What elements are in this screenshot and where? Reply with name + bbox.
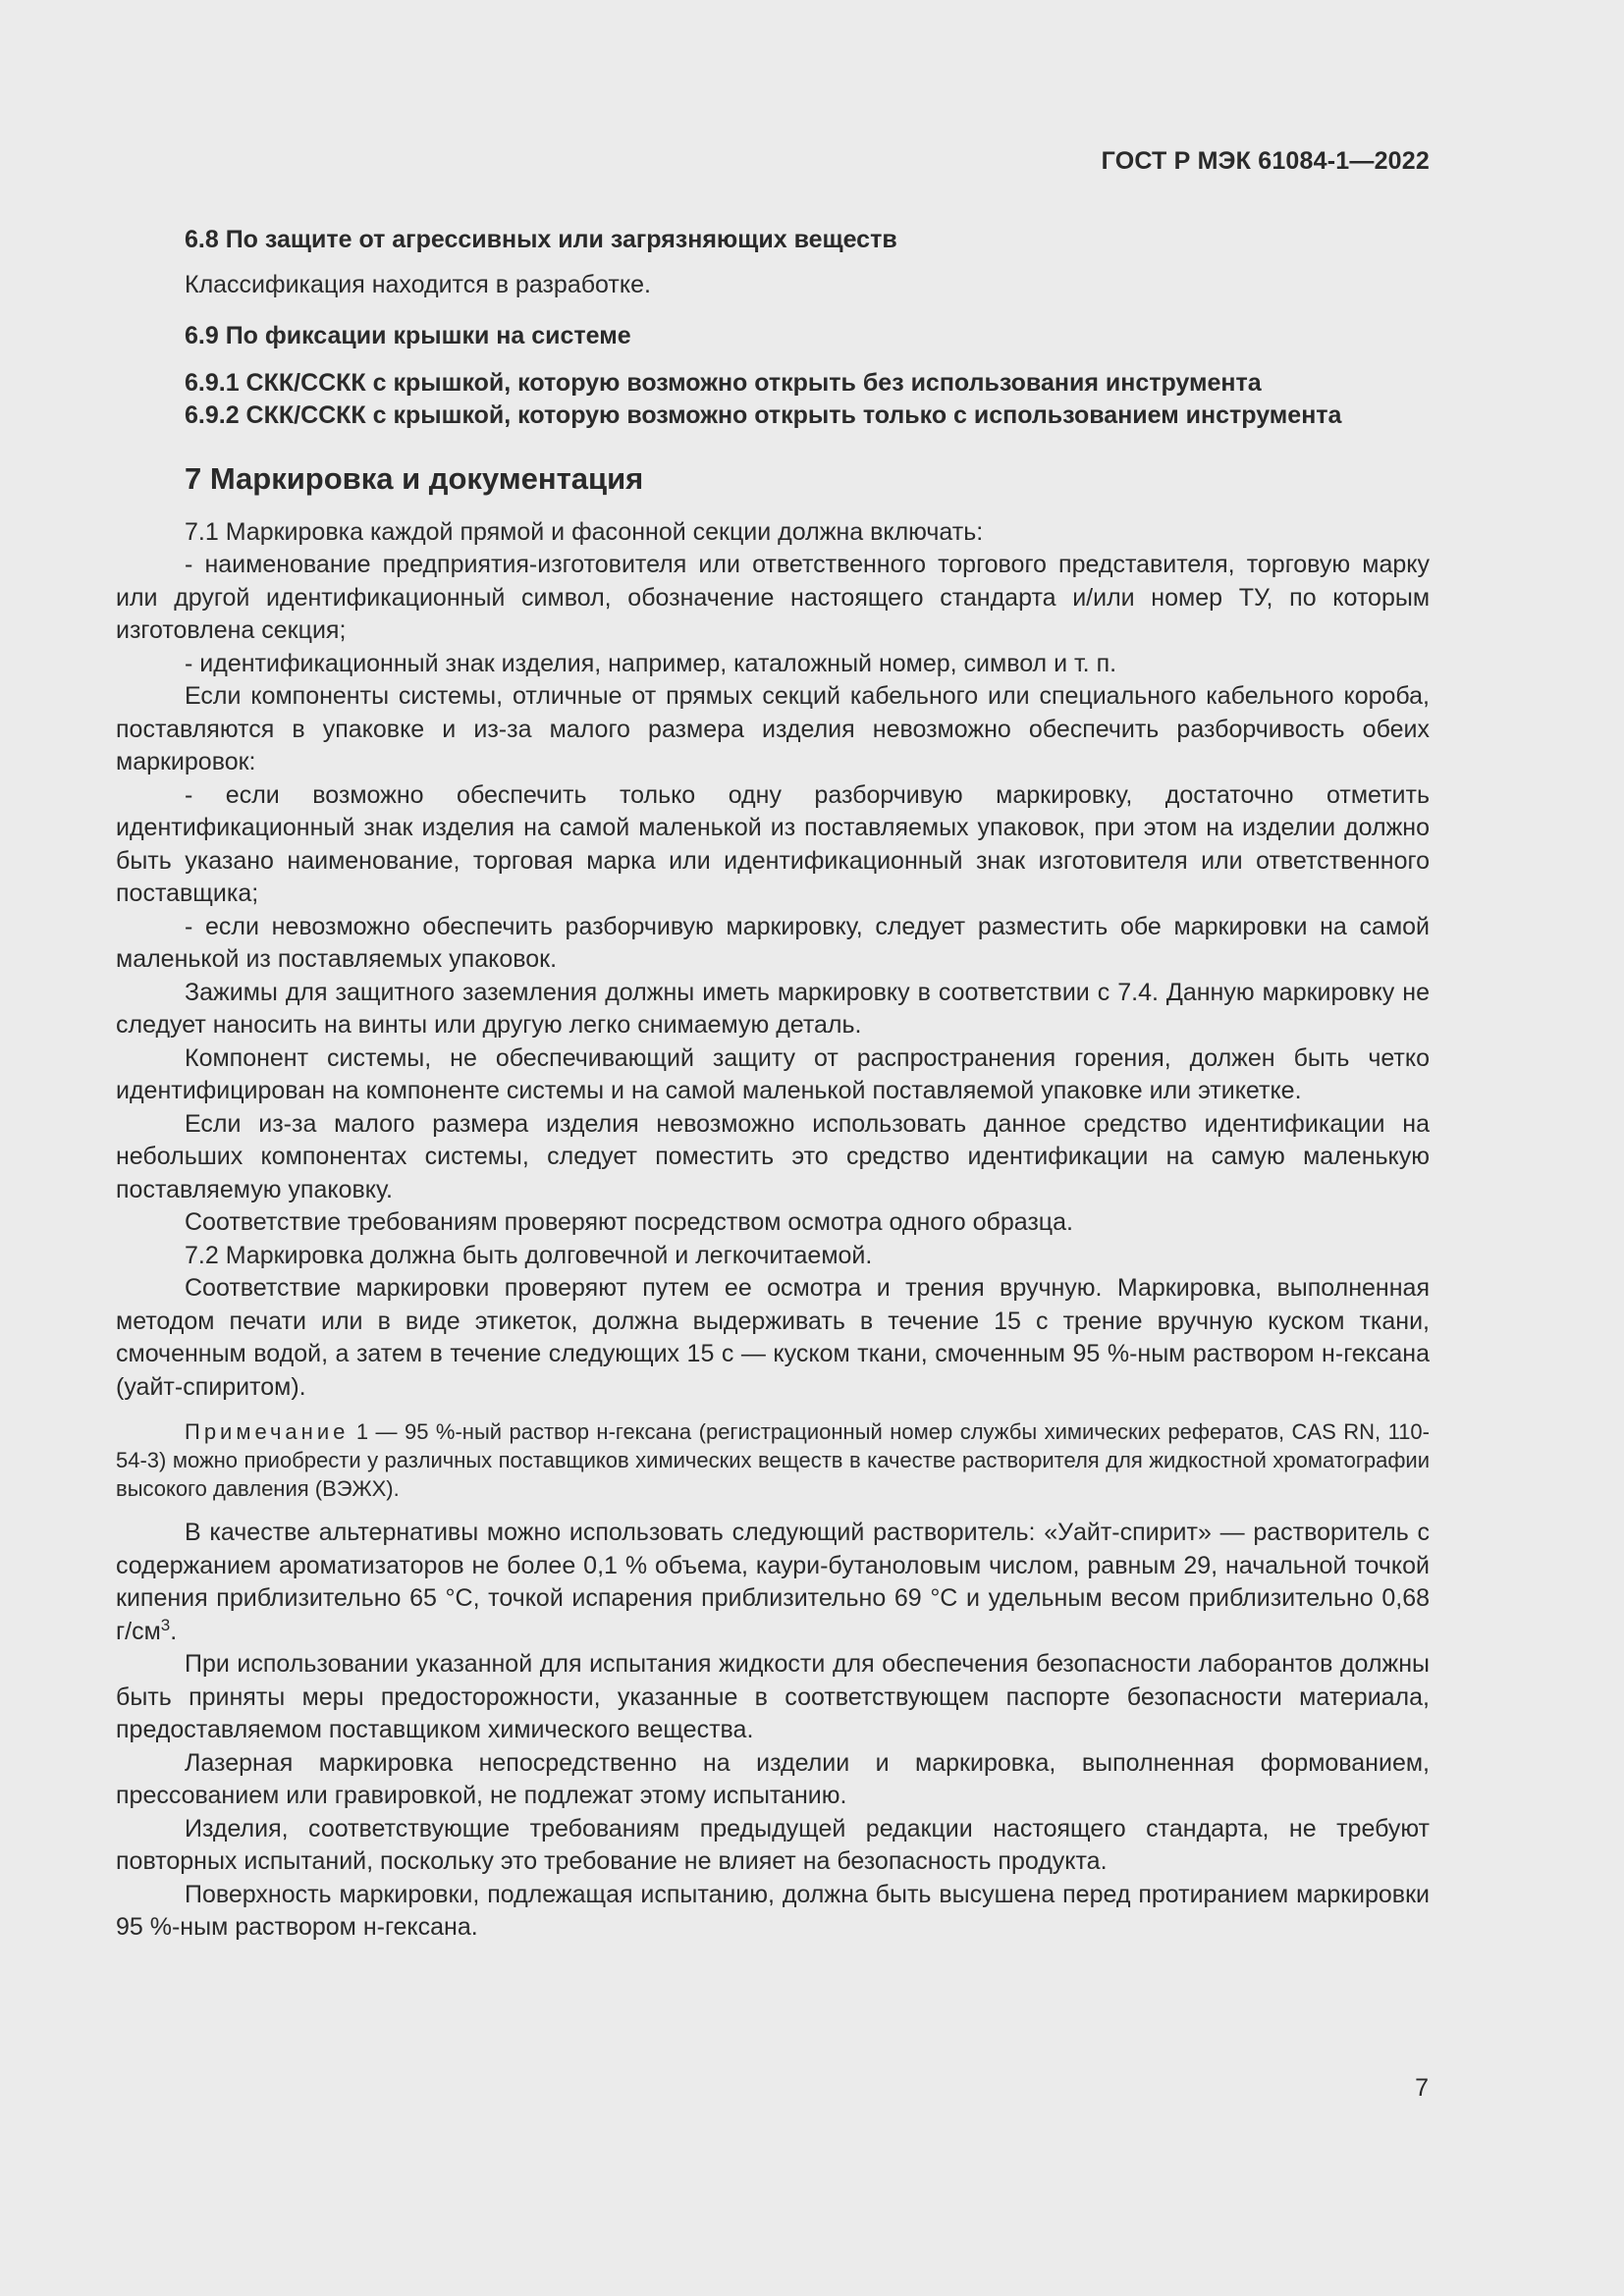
paragraph: Если компоненты системы, отличные от прямых секций кабельного или специального кабельного короба, поставляются в упаковке и из-за малого размера изделия невозможно обеспечить разборчивость обеих маркировок:: [116, 682, 1430, 775]
note-label: Примечание: [185, 1419, 350, 1444]
list-item: - наименование предприятия-изготовителя или ответственного торгового представителя, торговую марку или другой идентификационный символ, обозначение настоящего стандарта и/или номер ТУ, по которым изготовлена секция;: [116, 551, 1430, 644]
paragraph: Поверхность маркировки, подлежащая испытанию, должна быть высушена перед протиранием маркировки 95 %-ным раствором н-гексана.: [116, 1880, 1430, 1941]
section-6-9-title: 6.9 По фиксации крышки на системе: [185, 322, 631, 349]
note: [116, 1417, 1430, 1503]
paragraph: Компонент системы, не обеспечивающий защиту от распространения горения, должен быть четко идентифицирован на компоненте системы и на самой маленькой поставляемой упаковке или этикетке.: [116, 1043, 1430, 1104]
paragraph-end: .: [170, 1617, 178, 1645]
section-6-9-1: 6.9.1 СКК/ССКК с крышкой, которую возможно открыть без использования инструмента: [185, 368, 1262, 397]
list-item: - идентификационный знак изделия, например, каталожный номер, символ и т. п.: [185, 649, 1117, 677]
paragraph: Изделия, соответствующие требованиям предыдущей редакции настоящего стандарта, не требуют повторных испытаний, поскольку это требование не влияет на безопасность продукта.: [116, 1814, 1430, 1875]
section-6-8-title: 6.8 По защите от агрессивных или загрязняющих веществ: [185, 226, 897, 253]
section-7-heading: 7 Маркировка и документация: [185, 460, 644, 496]
note-text: 1 — 95 %-ный раствор н-гексана (регистрационный номер службы химических рефератов, CAS RN, 110-54-3) можно приобрести у различных поставщиков химических веществ в качестве растворителя для жидкостной хроматографии высокого давления (ВЭЖХ).: [116, 1419, 1430, 1501]
paragraph-text: В качестве альтернативы можно использовать следующий растворитель: «Уайт-спирит» — растворитель с содержанием ароматизаторов не более 0,1 % объема, каури-бутаноловым числом, равным 29, начальной точкой кипения приблизительно 65 °С, точкой испарения приблизительно 69 °С и удельным весом приблизительно 0,68 г/см: [116, 1519, 1430, 1645]
paragraph: Соответствие маркировки проверяют путем ее осмотра и трения вручную. Маркировка, выполненная методом печати или в виде этикеток, должна выдерживать в течение 15 с трение вручную куском ткани, смоченным водой, а затем в течение следующих 15 с — куском ткани, смоченным 95 %-ным раствором н-гексана (уайт-спиритом).: [116, 1274, 1430, 1401]
list-item: - если возможно обеспечить только одну разборчивую маркировку, достаточно отметить идентификационный знак изделия на самой маленькой из поставляемых упаковок, при этом на изделии должно быть указано наименование, торговая марка или идентификационный знак изготовителя или ответственного поставщика;: [116, 780, 1430, 907]
paragraph: 7.2 Маркировка должна быть долговечной и легкочитаемой.: [185, 1241, 873, 1269]
section-6-9-2: 6.9.2 СКК/ССКК с крышкой, которую возможно открыть только с использованием инструмента: [185, 401, 1342, 429]
superscript: 3: [160, 1615, 171, 1634]
paragraph: [116, 1517, 1430, 1648]
paragraph: Зажимы для защитного заземления должны иметь маркировку в соответствии с 7.4. Данную маркировку не следует наносить на винты или другую легко снимаемую деталь.: [116, 978, 1430, 1039]
document-code: ГОСТ Р МЭК 61084-1—2022: [1101, 147, 1430, 175]
paragraph: При использовании указанной для испытания жидкости для обеспечения безопасности лаборантов должны быть приняты меры предосторожности, указанные в соответствующем паспорте безопасности материала, предоставляемом поставщиком химического вещества.: [116, 1650, 1430, 1743]
document-body: [116, 224, 1430, 1945]
paragraph: Лазерная маркировка непосредственно на изделии и маркировка, выполненная формованием, прессованием или гравировкой, не подлежат этому испытанию.: [116, 1748, 1430, 1809]
paragraph: Соответствие требованиям проверяют посредством осмотра одного образца.: [185, 1208, 1073, 1236]
list-item: - если невозможно обеспечить разборчивую маркировку, следует разместить обе маркировки на самой маленькой из поставляемых упаковок.: [116, 912, 1430, 973]
paragraph: 7.1 Маркировка каждой прямой и фасонной секции должна включать:: [185, 517, 984, 546]
section-6-8-text: Классификация находится в разработке.: [185, 270, 651, 298]
page-number: 7: [1415, 2074, 1429, 2102]
paragraph: Если из-за малого размера изделия невозможно использовать данное средство идентификации на небольших компонентах системы, следует поместить это средство идентификации на самую маленькую поставляемую упаковку.: [116, 1109, 1430, 1203]
